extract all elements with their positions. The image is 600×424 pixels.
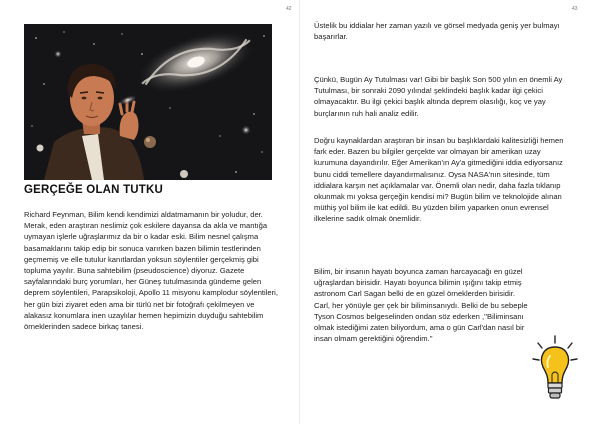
right-paragraph-4: Bilim, bir insanın hayatı boyunca zaman harcayacağı en güzel uğraşlardan birisidir. Hayatı boyunca bilimin ışığını takip etmiş astronom Carl Sagan belki de en güzel örneklerden birisidir. Carl, her yönüyle ger çek bir biliminsanıydı. Belki de bu sebeple Tyson Cosmos belgeselinden ondan söz ederken ,''Biliminsanı olmak istediğimi zaten biliyordum, ama o gün Carl'dan nasıl bir insan olmam gerektiğini öğrendim.'' [314, 267, 528, 344]
right-paragraph-3: Doğru kaynaklardan araştıran bir insan bu başlıklardaki kalitesizliği hemen fark eder. Bazen bu bilgiler gerçekte var olmayan bir amerikan uzay kurumuna dayandırılır. Eğer Amerikan'ın Ay'a gitmediğini iddia ediyorsanız bunu ciddi temellere dayandırmalısınız. Oysa NASA'nın sitesinde, tüm iddialara karşın net açıklamalar var. Önemli olan nedir, daha fazla tıklanıp okunmak mı yoksa gerçeğin kendisi mi? Bugün bilim ve teknolojide alınan müthiş yol bilim ile kat edildi. Bu yüzden bilim yaparken onun evrensel ilkelerine sadık olmak önemlidir. [314, 136, 564, 224]
section-heading: GERÇEĞE OLAN TUTKU [24, 184, 164, 196]
page-number-left: 42 [286, 6, 292, 12]
lightbulb-svg [532, 334, 578, 408]
man-holding-galaxy-illustration [24, 24, 272, 180]
right-page [300, 0, 600, 424]
lightbulb-icon [532, 334, 578, 408]
space-illustration-svg [24, 24, 272, 180]
page-number-right: 43 [572, 6, 578, 12]
right-paragraph-2: Çünkü, Bugün Ay Tutulması var! Gibi bir başlık Son 500 yılın en önemli Ay Tutulması, bir sonraki 2090 yılında! şeklindeki başlık kadar ilgi çekici olmayacaktır. Bu ilgi çekici başlık altında deprem olasılığı, koç ve yay burçlarının ruh hali analiz edilir. [314, 75, 563, 118]
left-body-paragraph: Richard Feynman, Bilim kendi kendimizi aldatmamanın bir yoludur, der. Merak, eden araştıran neslimiz çok eskilere dayansa da akla ve mantığa uymayan işlerle uğraşlarımız da bir o kadar eski. Bilim nesnel çalışma basamaklarını takip edip bir sonuca varırken bazen bilimin testlerinden geçmemiş ve elle tutulur kanıtlardan yoksun söylentiler gerçekmiş gibi topluma yayılır. Buna sahtebilim (pseudoscience) diyoruz. Gazete sayfalarındaki burç yorumları, her Güneş tutulmasında gündeme gelen deprem söylentileri, Parapsikoloji, Apollo 11 misyonu kamplodur söylentileri, her gün bizi ziyaret eden ama bir türlü net bir fotoğrafı çekilmeyen ve alakasız konumlara inen uzaylılar hemen hepimizin duyduğu sahtebilim örneklerinden sadece birkaç tanesi. [24, 210, 278, 332]
right-paragraph-1: Üstelik bu iddialar her zaman yazılı ve görsel medyada geniş yer bulmayı başarırlar. [314, 21, 560, 42]
